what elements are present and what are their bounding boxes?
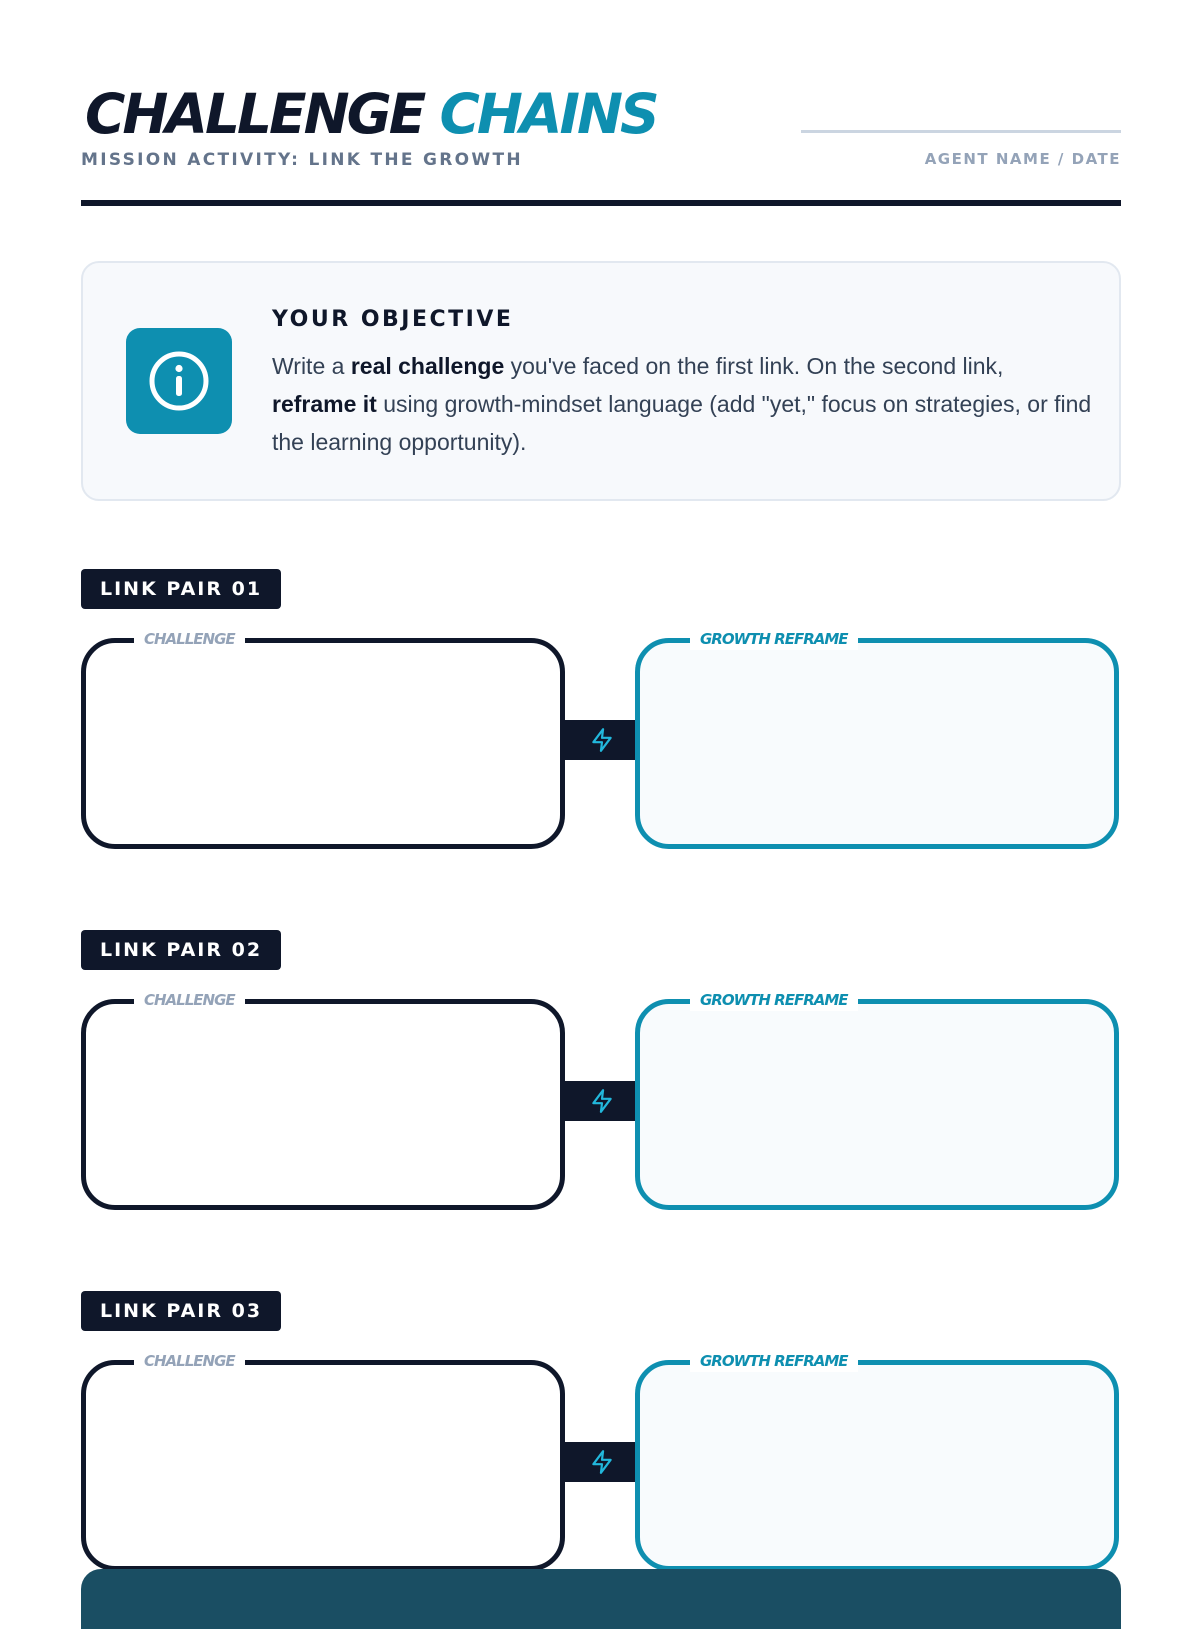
challenge-label: CHALLENGE: [134, 1350, 245, 1372]
chain-connector: [564, 1081, 640, 1121]
lightning-bolt-icon: [589, 727, 615, 753]
challenge-box[interactable]: [81, 1352, 565, 1571]
link-pair-badge: LINK PAIR 01: [81, 569, 281, 609]
title-part-challenge: CHALLENGE: [85, 82, 424, 146]
link-pair-03: [81, 1291, 1121, 1591]
lightning-bolt-icon: [589, 1449, 615, 1475]
footer-bar: [81, 1569, 1121, 1629]
growth-reframe-box[interactable]: [635, 630, 1119, 849]
objective-heading: YOUR OBJECTIVE: [272, 307, 514, 332]
lightning-bolt-icon: [589, 1088, 615, 1114]
challenge-box[interactable]: [81, 630, 565, 849]
page-subtitle: MISSION ACTIVITY: LINK THE GROWTH: [81, 150, 523, 170]
growth-reframe-label: GROWTH REFRAME: [690, 989, 858, 1011]
worksheet-page: [81, 0, 1121, 1600]
link-pair-01: [81, 569, 1121, 869]
agent-name-date-label: AGENT NAME / DATE: [924, 150, 1121, 168]
header-divider: [81, 200, 1121, 206]
chain-connector: [564, 1442, 640, 1482]
growth-reframe-box[interactable]: [635, 991, 1119, 1210]
page-title: [85, 84, 657, 144]
objective-instructions: Write a real challenge you've faced on the first link. On the second link, reframe it using growth-mindset language (add "yet," focus on strategies, or find the learning opportunity).: [272, 353, 1092, 455]
objective-panel: [81, 261, 1121, 501]
title-part-chains: CHAINS: [439, 82, 657, 146]
challenge-label: CHALLENGE: [134, 989, 245, 1011]
link-pair-badge: LINK PAIR 03: [81, 1291, 281, 1331]
challenge-box[interactable]: [81, 991, 565, 1210]
chain-connector: [564, 720, 640, 760]
challenge-label: CHALLENGE: [134, 628, 245, 650]
growth-reframe-box[interactable]: [635, 1352, 1119, 1571]
link-pair-badge: LINK PAIR 02: [81, 930, 281, 970]
growth-reframe-label: GROWTH REFRAME: [690, 628, 858, 650]
link-pair-02: [81, 930, 1121, 1230]
agent-name-date-field[interactable]: [801, 130, 1121, 133]
info-icon: [126, 328, 232, 434]
growth-reframe-label: GROWTH REFRAME: [690, 1350, 858, 1372]
